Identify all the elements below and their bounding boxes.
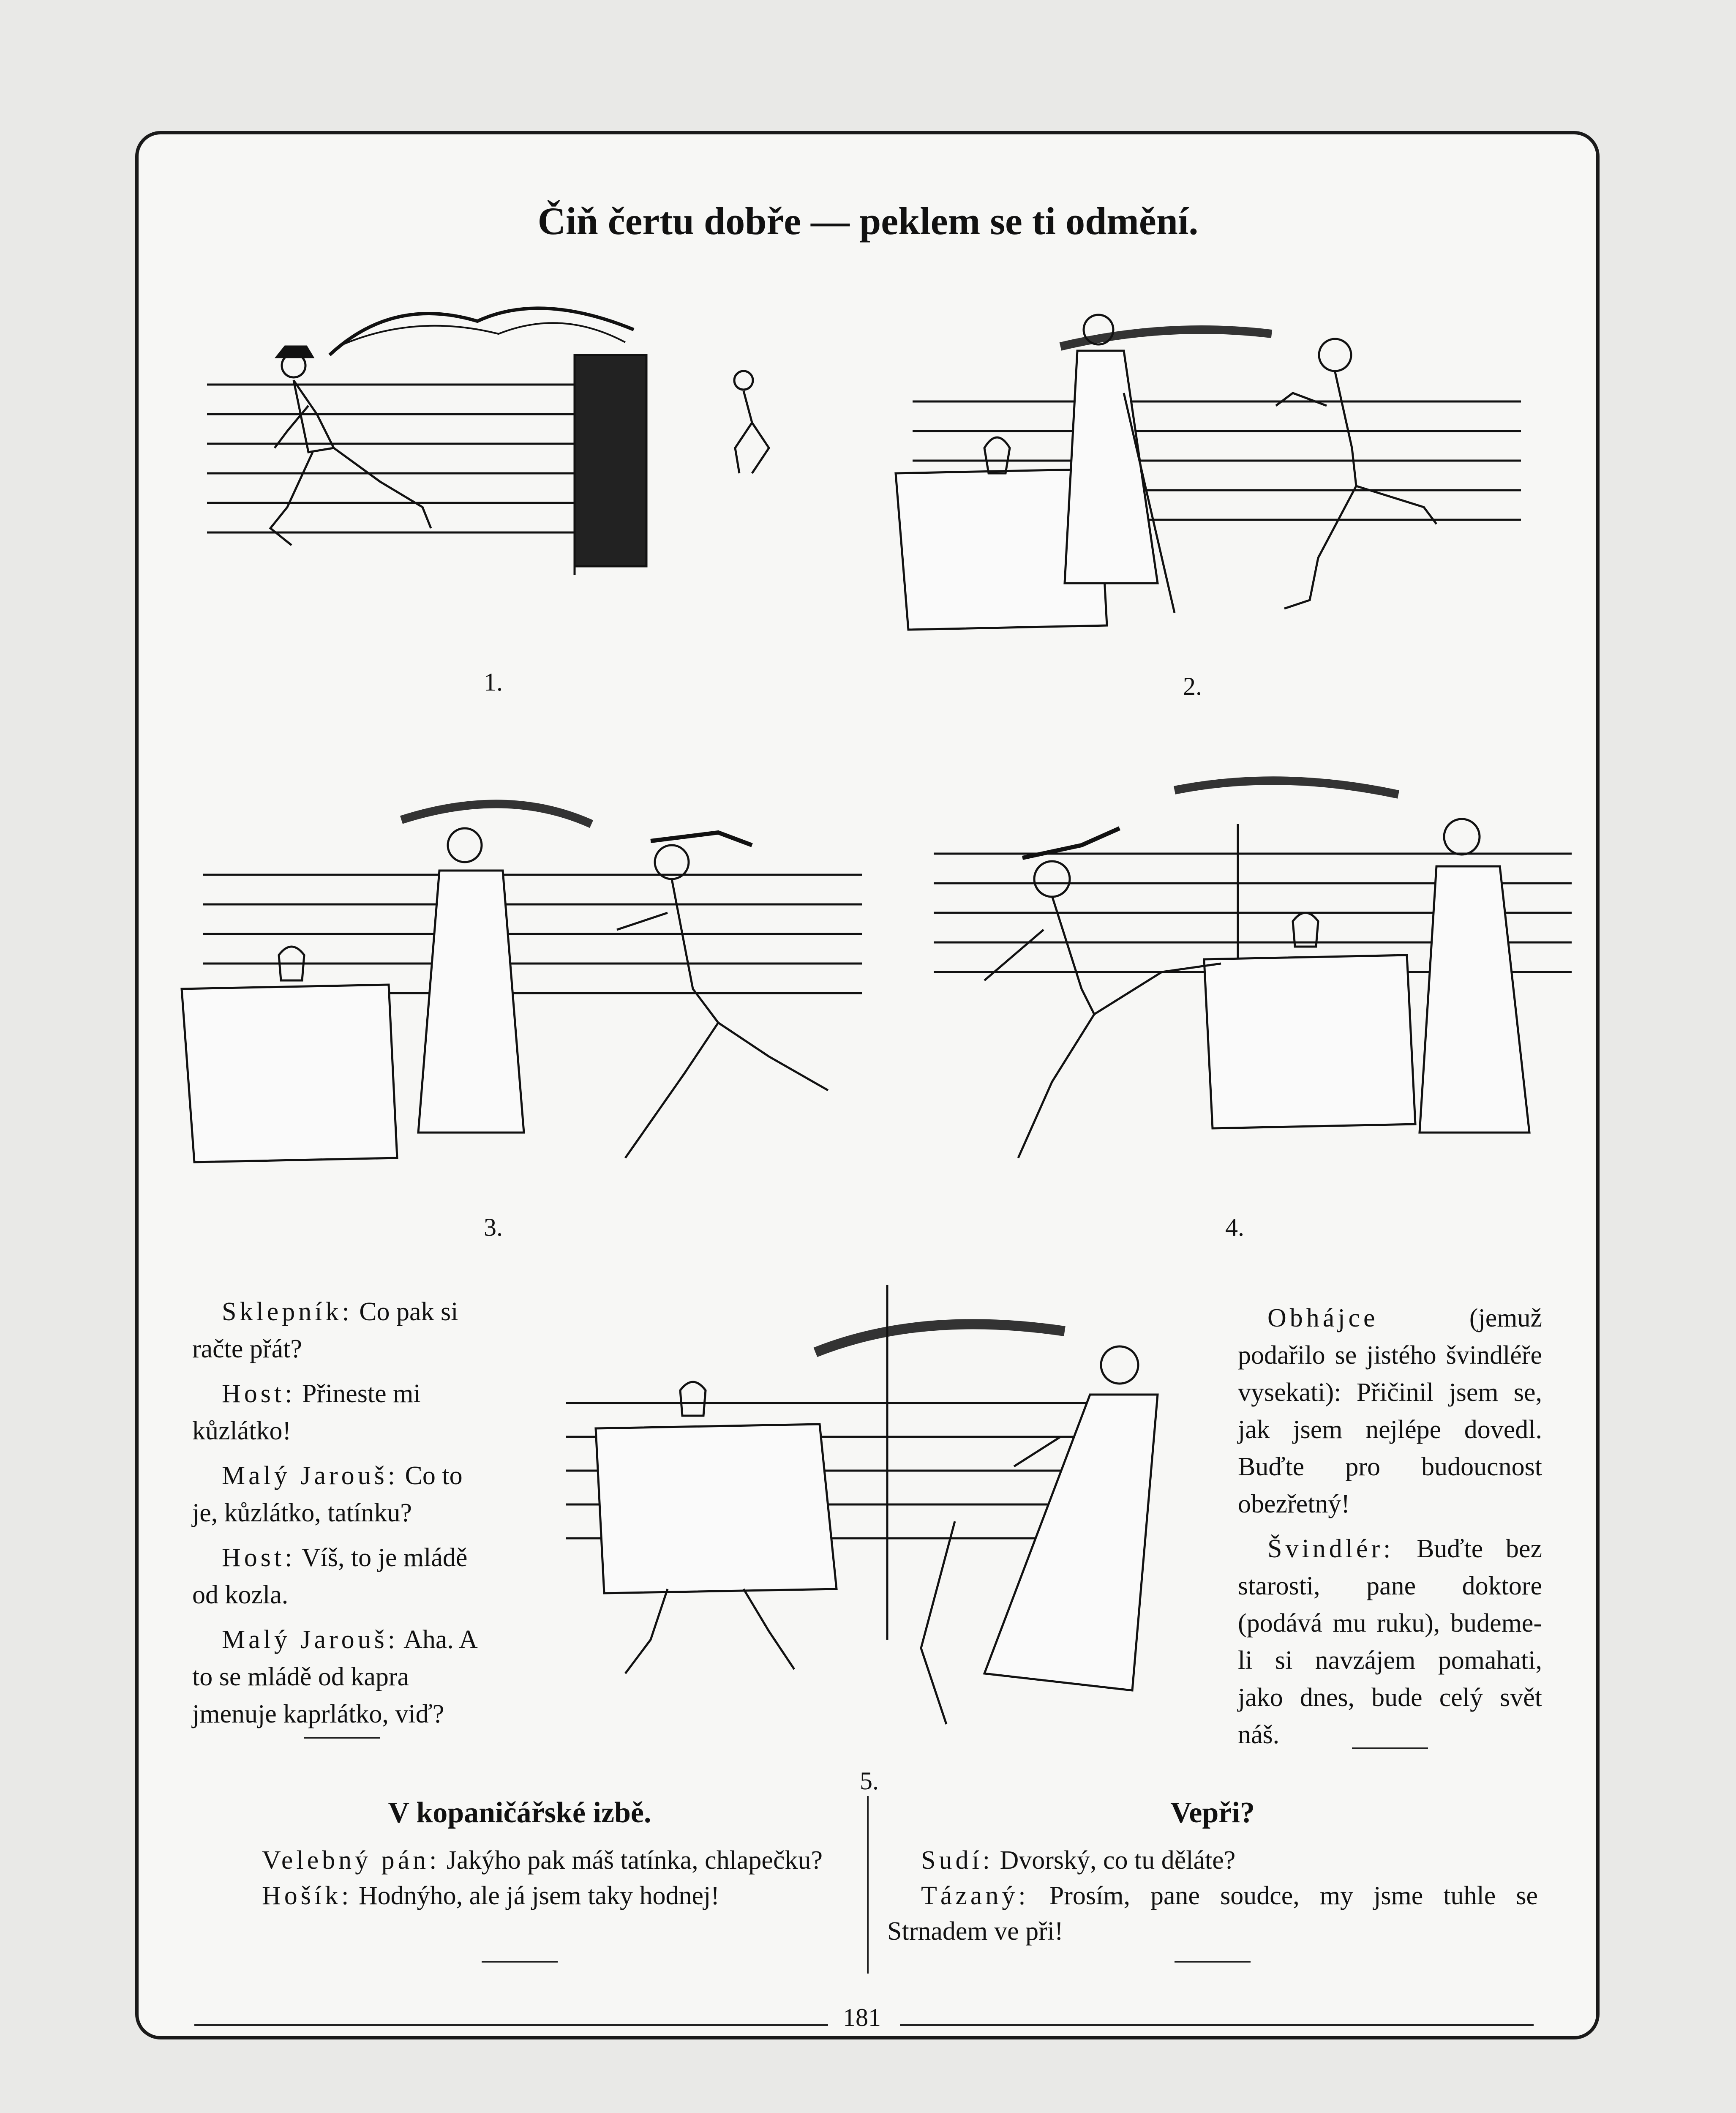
speaker: Švindlér:	[1267, 1534, 1394, 1563]
panel-5	[541, 1268, 1191, 1750]
speaker: Host:	[222, 1379, 296, 1408]
dialogue-line	[228, 1843, 837, 1878]
panel-4-number: 4.	[1225, 1213, 1244, 1241]
speaker: Velebný pán:	[262, 1846, 440, 1875]
speaker: Sudí:	[921, 1846, 993, 1875]
dialogue-line	[887, 1843, 1538, 1878]
running-man-behind-fence-icon	[203, 270, 815, 659]
dialogue-line	[1238, 1530, 1542, 1753]
line-text: Co to je, kůzlátko, tatínku?	[192, 1461, 463, 1527]
line-text: Dvorský, co tu děláte?	[1000, 1846, 1236, 1875]
line-text: Přineste mi kůzlátko!	[192, 1379, 421, 1445]
line-text: (jemuž podařilo se jistého švindléře vysekati): Přičinil jsem se, jak jsem nejlépe dovedl. Buďte pro budoucnost obezřetný!	[1238, 1304, 1542, 1518]
soldier-running-from-table-icon	[169, 769, 866, 1192]
line-text: Hodnýho, ale já jsem taky hodnej!	[358, 1881, 719, 1910]
right-column-rule	[1352, 1747, 1428, 1749]
dialogue-line	[192, 1621, 492, 1733]
speaker: Obhájce	[1267, 1304, 1379, 1332]
speaker: Malý Jarouš:	[222, 1461, 399, 1490]
line-text: Aha. A to se mládě od kapra jmenuje kaprlátko, viď?	[192, 1625, 477, 1728]
line-text: Prosím, pane soudce, my jsme tuhle se Strnadem ve při!	[887, 1881, 1538, 1946]
speaker: Tázaný:	[921, 1881, 1029, 1910]
dialogue-line	[887, 1878, 1538, 1949]
anecdote-right-title: Vepři?	[1170, 1796, 1255, 1829]
dialogue-line	[192, 1375, 492, 1450]
line-text: Víš, to je mládě od kozla.	[192, 1543, 468, 1609]
table-walking-away-icon	[541, 1268, 1191, 1750]
dialogue-line	[192, 1457, 492, 1532]
dialogue-line	[192, 1539, 492, 1613]
panel-2	[870, 287, 1525, 659]
dialogue-line	[228, 1878, 837, 1914]
panel-5-number: 5.	[860, 1767, 879, 1795]
anecdote-left	[228, 1843, 837, 1914]
panel-2-number: 2.	[1183, 672, 1202, 700]
speaker: Malý Jarouš:	[222, 1625, 399, 1654]
line-text: Buďte bez starosti, pane doktore (podává mu ruku), budeme-li si navzájem pomahati, jako dnes, bude celý svět náš.	[1238, 1534, 1543, 1749]
speaker: Sklepník:	[222, 1297, 353, 1326]
footer-rule-left	[194, 2024, 828, 2026]
footer-rule-right	[900, 2024, 1534, 2026]
left-column-rule	[304, 1737, 380, 1739]
soldier-kicking-table-icon	[900, 752, 1576, 1192]
panel-1	[203, 270, 815, 659]
panel-1-number: 1.	[484, 668, 503, 696]
anecdote-right-rule	[1175, 1961, 1251, 1963]
line-text: Jakýho pak máš tatínka, chlapečku?	[446, 1846, 823, 1875]
anecdote-right	[887, 1843, 1538, 1949]
dialogue-line	[192, 1293, 492, 1368]
panel-3-number: 3.	[484, 1213, 503, 1241]
left-dialogue	[192, 1293, 492, 1740]
line-text: Co pak si račte přát?	[192, 1297, 458, 1363]
page-number: 181	[837, 2003, 887, 2032]
column-divider	[867, 1796, 869, 1974]
anecdote-left-title: V kopaničářské izbě.	[388, 1796, 651, 1829]
speaker: Hošík:	[262, 1881, 352, 1910]
right-dialogue	[1238, 1299, 1542, 1761]
man-running-to-woman-at-table-icon	[870, 287, 1525, 659]
speaker: Host:	[222, 1543, 296, 1572]
panel-3	[169, 769, 866, 1192]
page-title: Čiň čertu dobře — peklem se ti odmění.	[537, 199, 1199, 243]
anecdote-left-rule	[482, 1961, 558, 1963]
panel-4	[900, 752, 1576, 1192]
dialogue-line	[1238, 1299, 1542, 1523]
